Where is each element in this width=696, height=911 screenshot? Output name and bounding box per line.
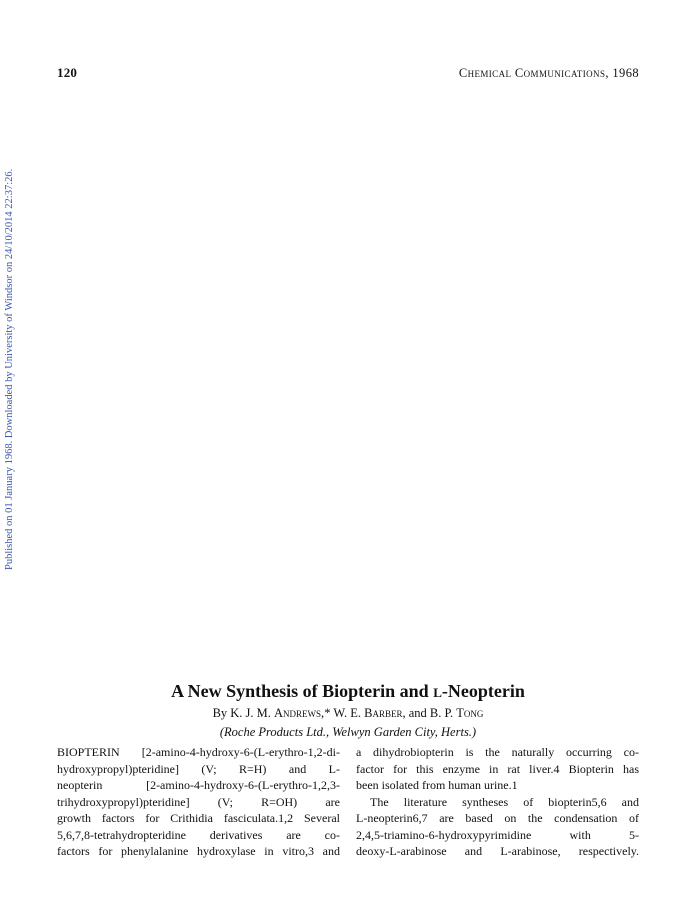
body-line: hydroxypropyl)pteridine] (V; R=H) and L- <box>57 761 340 776</box>
body-line: deoxy-L-arabinose and L-arabinose, respectively. <box>356 844 639 858</box>
article-affiliation: (Roche Products Ltd., Welwyn Garden City, Herts.) <box>219 725 477 739</box>
page-number: 120 <box>57 65 78 80</box>
provenance-text[interactable]: Published on 01 January 1968. Downloaded by University of Windsor on 24/10/2014 22:37:26. <box>4 168 15 570</box>
body-line: neopterin [2-amino-4-hydroxy-6-(L-erythro-1,2,3- <box>57 778 340 792</box>
body-column-left <box>57 744 340 860</box>
body-line: The literature syntheses of biopterin5,6 and <box>370 794 639 809</box>
body-line: been isolated from human urine.1 <box>356 778 518 792</box>
body-line: 5,6,7,8-tetrahydropteridine derivatives are co- <box>57 827 340 842</box>
body-line: factor for this enzyme in rat liver.4 Biopterin has <box>356 761 639 776</box>
body-line: 2,4,5-triamino-6-hydroxypyrimidine with 5- <box>356 827 639 842</box>
body-line: a dihydrobiopterin is the naturally occurring co- <box>356 745 639 759</box>
body-line: L-neopterin6,7 are based on the condensation of <box>356 811 639 825</box>
article-title: A New Synthesis of Biopterin and l-Neopterin <box>171 681 525 701</box>
body-line: growth factors for Crithidia fasciculata.1,2 Several <box>57 811 340 825</box>
journal-header: Chemical Communications, 1968 <box>458 66 639 80</box>
provenance-sidebar <box>4 150 20 570</box>
body-line: BIOPTERIN [2-amino-4-hydroxy-6-(L-erythro-1,2-di- <box>57 745 340 759</box>
article-authors: By K. J. M. Andrews,* W. E. Barber, and B. P. Tong <box>212 706 484 720</box>
body-column-right <box>356 744 639 860</box>
body-line: trihydroxypropyl)pteridine] (V; R=OH) are <box>57 794 340 809</box>
body-line: factors for phenylalanine hydroxylase in vitro,3 and <box>57 844 340 858</box>
